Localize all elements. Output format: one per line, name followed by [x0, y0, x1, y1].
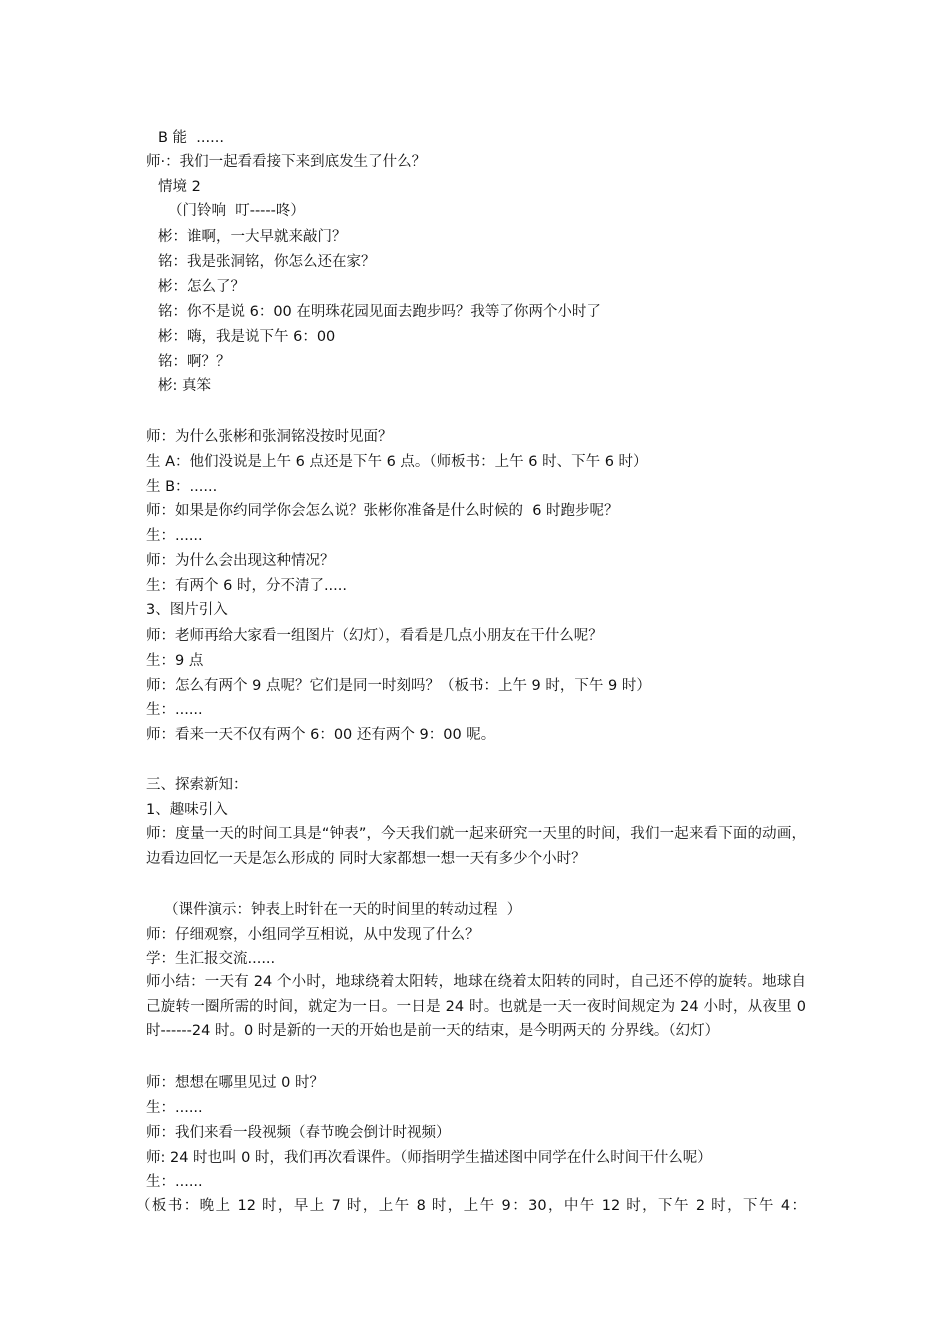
- text-line: 师：我们来看一段视频（春节晚会倒计时视频）: [146, 1125, 451, 1141]
- text-line: 师：看来一天不仅有两个 6：00 还有两个 9：00 呢。: [146, 727, 496, 743]
- text-line: 师：如果是你约同学你会怎么说？张彬你准备是什么时候的 6 时跑步呢？: [146, 503, 619, 519]
- text-line: 彬: 真笨: [158, 378, 211, 394]
- text-line: 生：......: [146, 1100, 203, 1116]
- text-paragraph: 师：度量一天的时间工具是“钟表”，今天我们就一起来研究一天里的时间，我们一起来看下面的动画，边看边回忆一天是怎么形成的 同时大家都想一想一天有多少个小时？: [146, 826, 806, 867]
- text-line: 铭：你不是说 6：00 在明珠花园见面去跑步吗？我等了你两个小时了: [158, 304, 601, 320]
- text-line: 生 B：......: [146, 479, 218, 495]
- text-line: B 能 ......: [158, 130, 224, 146]
- text-line: 师：为什么会出现这种情况？: [146, 553, 335, 569]
- section-heading: 三、探索新知：: [146, 777, 248, 793]
- section-heading: 3、图片引入: [146, 602, 228, 618]
- text-line: 师：仔细观察，小组同学互相说，从中发现了什么？: [146, 927, 480, 943]
- text-line: 生：......: [146, 702, 203, 718]
- text-line: （门铃响 叮-----咚）: [168, 203, 305, 219]
- text-paragraph: （板书：晚上 12 时，早上 7 时，上午 8 时，上午 9：30，中午 12 时，下午 2 时，下午 4：: [136, 1198, 806, 1214]
- text-line: 彬：怎么了？: [158, 279, 245, 295]
- text-line: 师：想想在哪里见过 0 时？: [146, 1075, 324, 1091]
- text-line: 生：9 点: [146, 653, 204, 669]
- text-paragraph: 师小结：一天有 24 个小时，地球绕着太阳转，地球在绕着太阳转的同时，自己还不停的旋转。地球自己旋转一圈所需的时间，就定为一日。一日是 24 时。也就是一天一夜时间规定为 24 小时，从夜里 0 时------24 时。0 时是新的一天的开始也是前一天的结束，是今明两天的 分界线。（幻灯）: [146, 974, 806, 1040]
- text-line: 师·：我们一起看看接下来到底发生了什么？: [146, 154, 427, 170]
- text-line: 师：为什么张彬和张洞铭没按时见面？: [146, 429, 393, 445]
- section-heading: 1、趣味引入: [146, 802, 228, 818]
- text-line: 学：生汇报交流......: [146, 951, 276, 967]
- text-line: 彬：谁啊，一大早就来敲门？: [158, 229, 347, 245]
- text-line: 师：怎么有两个 9 点呢？它们是同一时刻吗？（板书：上午 9 时，下午 9 时）: [146, 678, 651, 694]
- text-line: （课件演示：钟表上时针在一天的时间里的转动过程 ）: [164, 902, 522, 918]
- text-line: 铭：我是张洞铭，你怎么还在家？: [158, 254, 376, 270]
- text-line: 铭：啊？？: [158, 354, 231, 370]
- text-line: 彬：嗨，我是说下午 6：00: [158, 329, 336, 345]
- text-line: 师: 24 时也叫 0 时，我们再次看课件。（师指明学生描述图中同学在什么时间干什么呢）: [146, 1150, 712, 1166]
- text-line: 师：老师再给大家看一组图片（幻灯），看看是几点小朋友在干什么呢？: [146, 628, 603, 644]
- text-line: 生：......: [146, 528, 203, 544]
- text-line: 生：......: [146, 1174, 203, 1190]
- text-line: 生 A：他们没说是上午 6 点还是下午 6 点。（师板书：上午 6 时、下午 6 时）: [146, 454, 648, 470]
- text-line: 情境 2: [158, 179, 201, 195]
- text-line: 生：有两个 6 时，分不清了.....: [146, 578, 347, 594]
